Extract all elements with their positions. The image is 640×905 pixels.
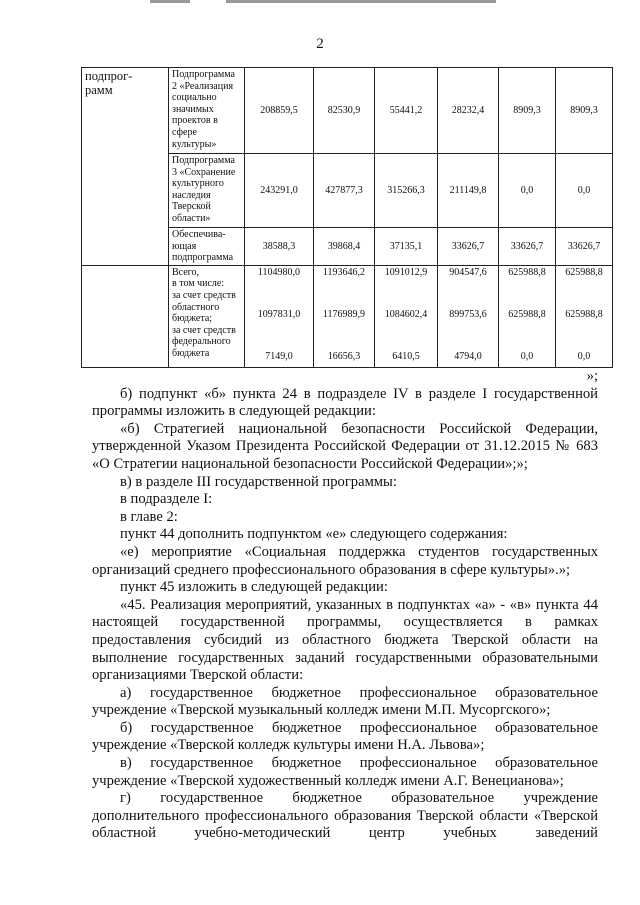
scan-edge-mark — [226, 0, 496, 3]
paragraph: а) государственное бюджетное профессиональное образовательное учреждение «Тверской музыкальный колледж имени М.П. Мусоргского»; — [92, 684, 598, 719]
total-row-label — [169, 265, 245, 367]
table-cell: 208859,5 — [245, 68, 314, 154]
table-cell: 427877,3 — [314, 154, 375, 228]
table-cell: 37135,1 — [375, 228, 438, 266]
table-cell: 55441,2 — [375, 68, 438, 154]
budget-table — [81, 67, 613, 368]
table-cell: 33626,7 — [556, 228, 613, 266]
table-cell: 8909,3 — [556, 68, 613, 154]
table-cell: 39868,4 — [314, 228, 375, 266]
table-cell: 0,0 — [556, 154, 613, 228]
paragraph: в) в разделе III государственной программы: — [120, 473, 397, 490]
table-cell: 8909,3 — [499, 68, 556, 154]
table-cell: 28232,4 — [438, 68, 499, 154]
paragraph: в) государственное бюджетное профессиональное образовательное учреждение «Тверской художественный колледж имени А.Г. Венецианова»; — [92, 755, 598, 789]
paragraph: «б) Стратегией национальной безопасности Российской Федерации, утвержденной Указом Президента Российской Федерации от 31.12.2015 № 683 «О Стратегии национальной безопасности Российской Федерации»;»; — [92, 420, 598, 472]
paragraph: пункт 45 изложить в следующей редакции: — [120, 579, 388, 596]
table-cell: 243291,0 — [245, 154, 314, 228]
first-column-label: подпрог- рамм — [82, 68, 169, 266]
table-cell: 315266,3 — [375, 154, 438, 228]
paragraph: пункт 44 дополнить подпунктом «е» следующего содержания: — [120, 526, 508, 543]
regional-budget-label: за счет средств областного бюджета; — [172, 289, 236, 325]
paragraph: б) государственное бюджетное профессиональное образовательное учреждение «Тверской колледж культуры имени Н.А. Львова»; — [92, 719, 598, 754]
total-label: Всего, — [172, 266, 200, 278]
paragraph: г) государственное бюджетное образовательное учреждение дополнительного профессионального образования Тверской области «Тверской областной учебно-методический центр учебных заведений — [92, 790, 598, 842]
total-cell: 1104980,0 1097831,0 7149,0 — [245, 265, 314, 367]
paragraph: «45. Реализация мероприятий, указанных в подпунктах «а» - «в» пункта 44 настоящей государственной программы, осуществляется в рамках предоставления субсидий из областного бюджета Тверской области на выполнение государственных заданий государственными образовательными организациями Тверской области: — [92, 596, 598, 684]
row-label: Обеспечива-ющая подпрограмма — [169, 228, 245, 266]
table-cell: 33626,7 — [438, 228, 499, 266]
table-row — [82, 68, 613, 154]
row-label: Подпрограмма 2 «Реализация социально значимых проектов в сфере культуры» — [169, 68, 245, 154]
scan-edge-mark — [150, 0, 190, 3]
table-cell: 0,0 — [499, 154, 556, 228]
table-cell: 33626,7 — [499, 228, 556, 266]
table-cell: 82530,9 — [314, 68, 375, 154]
table-row-total — [82, 265, 613, 367]
table-cell: 38588,3 — [245, 228, 314, 266]
paragraph: в подразделе I: — [120, 491, 213, 508]
total-cell: 625988,8 625988,8 0,0 — [556, 265, 613, 367]
paragraph: б) подпункт «б» пункта 24 в подразделе IV в разделе I государственной программы изложить в следующей редакции: — [92, 385, 598, 420]
federal-budget-label: за счет средств федерального бюджета — [172, 324, 236, 359]
total-cell: 904547,6 899753,6 4794,0 — [438, 265, 499, 367]
total-cell: 1193646,2 1176989,9 16656,3 — [314, 265, 375, 367]
quote-closing-mark: »; — [586, 368, 598, 384]
row-label: Подпрограмма 3 «Сохранение культурного наследия Тверской области» — [169, 154, 245, 228]
total-cell: 1091012,9 1084602,4 6410,5 — [375, 265, 438, 367]
including-label: в том числе: — [172, 278, 225, 290]
page-number: 2 — [316, 36, 324, 52]
paragraph: в главе 2: — [120, 508, 178, 525]
document-body — [92, 368, 598, 843]
total-cell: 625988,8 625988,8 0,0 — [499, 265, 556, 367]
table-cell: 211149,8 — [438, 154, 499, 228]
empty-cell — [82, 265, 169, 367]
paragraph: «е) мероприятие «Социальная поддержка студентов государственных организаций среднего профессионального образования в сфере культуры».»; — [92, 543, 598, 578]
